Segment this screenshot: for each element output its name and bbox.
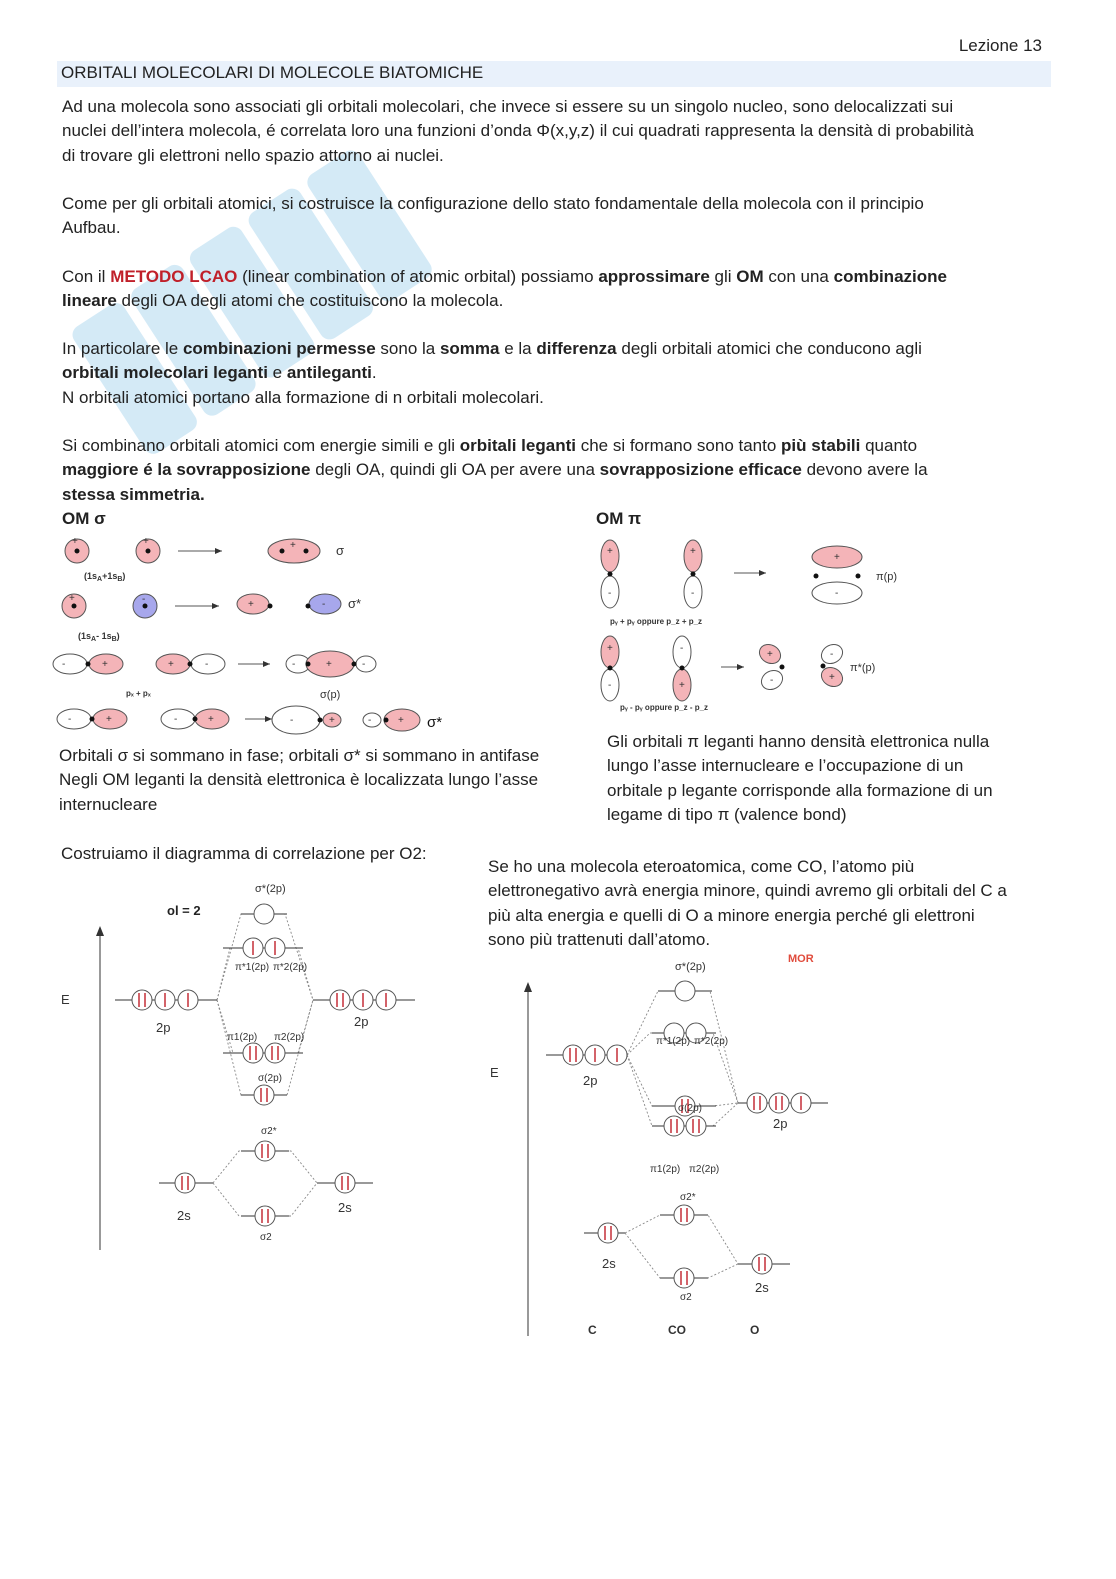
svg-text:π2(2p): π2(2p) xyxy=(689,1164,720,1175)
svg-text:MOR: MOR xyxy=(788,953,814,965)
svg-text:-: - xyxy=(608,588,612,599)
o2-intro: Costruiamo il diagramma di correlazione per O2: xyxy=(61,844,427,863)
svg-text:+: + xyxy=(834,552,840,563)
svg-text:-: - xyxy=(835,588,839,599)
sigma-caption: Orbitali σ si sommano in fase; orbitali σ* si sommano in antifase Negli OM leganti la densità elettronica è localizzata lungo l’asse internucleare xyxy=(59,746,540,814)
svg-text:(1sA- 1sB): ($1s_A-$ $1s_B$) xyxy=(78,631,120,643)
svg-text:σ2*: σ2* xyxy=(261,1126,277,1137)
svg-text:-: - xyxy=(368,715,372,726)
svg-text:(1sA+1sB): $(1s_A+1s_B)$ xyxy=(84,571,126,583)
svg-text:+: + xyxy=(102,659,108,670)
svg-text:-: - xyxy=(292,659,296,670)
svg-text:π*2(2p): π*2(2p) xyxy=(694,1036,729,1047)
svg-text:σ*: σ* xyxy=(427,714,443,731)
paragraph-combinations: In particolare le combinazioni permesse sono la somma e la differenza degli orbitali atomici che conducono agli orbitali molecolari leganti e antileganti. N orbitali atomici portano alla formazione di n orbitali molecolari. xyxy=(62,339,922,407)
svg-text:σ(2p): σ(2p) xyxy=(258,1073,282,1084)
svg-text:E: E xyxy=(490,1065,499,1080)
svg-text:2s: 2s xyxy=(602,1256,616,1271)
om-sigma-heading: OM σ xyxy=(62,509,106,528)
svg-text:-: - xyxy=(362,659,366,670)
svg-text:-: - xyxy=(691,588,695,599)
svg-text:CO: CO xyxy=(668,1323,686,1337)
paragraph-overlap: Si combinano orbitali atomici com energie simili e gli orbitali leganti che si formano sono tanto più stabili quanto maggiore é la sovrapposizione degli OA, quindi gli OA per avere una sovrapposizione efficace devono avere la stessa simmetria. xyxy=(62,436,928,504)
paragraph-1: Ad una molecola sono associati gli orbitali molecolari, che invece si essere su un singolo nucleo, sono delocalizzati sui nuclei dell’intera molecola, é correlata loro una funzioni d’onda Φ(x,y,z) il cui quadrati rappresenta la densità di probabilità di trovare gli elettroni nello spazio attorno ai nuclei. xyxy=(62,97,974,165)
svg-text:+: + xyxy=(290,540,296,551)
svg-text:+: + xyxy=(690,546,696,557)
svg-text:-: - xyxy=(608,680,612,691)
svg-text:σ*(2p): σ*(2p) xyxy=(255,883,286,895)
svg-text:2s: 2s xyxy=(177,1208,191,1223)
svg-text:-: - xyxy=(830,649,834,660)
svg-text:pᵧ + pᵧ oppure p_z + p_z: pᵧ + pᵧ oppure p_z + p_z xyxy=(610,617,703,626)
svg-text:π2(2p): π2(2p) xyxy=(274,1032,305,1043)
svg-text:+: + xyxy=(168,659,174,670)
svg-text:2s: 2s xyxy=(755,1280,769,1295)
svg-text:π*1(2p): π*1(2p) xyxy=(235,962,270,973)
svg-text:2p: 2p xyxy=(773,1116,788,1131)
svg-text:π*1(2p): π*1(2p) xyxy=(656,1036,691,1047)
svg-text:π*(p): π*(p) xyxy=(850,662,876,674)
svg-text:2p: 2p xyxy=(156,1020,171,1035)
svg-text:+: + xyxy=(106,714,112,725)
svg-text:σ: σ xyxy=(336,543,345,558)
svg-text:-: - xyxy=(142,594,146,605)
svg-text:2p: 2p xyxy=(354,1014,369,1029)
om-pi-heading: OM π xyxy=(596,509,642,528)
page-title: ORBITALI MOLECOLARI DI MOLECOLE BIATOMICHE xyxy=(61,63,484,82)
svg-text:+: + xyxy=(72,536,78,547)
pi-caption: Gli orbitali π leganti hanno densità elettronica nulla lungo l’asse internucleare e l’occupazione di un orbitale p legante corrisponde alla formazione di un legame di tipo π (valence bond) xyxy=(607,732,993,824)
svg-text:2s: 2s xyxy=(338,1200,352,1215)
svg-text:+: + xyxy=(767,649,773,660)
svg-text:+: + xyxy=(326,659,332,670)
svg-text:pₓ + pₓ: pₓ + pₓ xyxy=(126,689,151,698)
svg-text:+: + xyxy=(208,714,214,725)
lesson-label: Lezione 13 xyxy=(958,36,1042,55)
pi-orbitals-diagram xyxy=(592,530,912,720)
svg-text:π1(2p): π1(2p) xyxy=(227,1032,258,1043)
paragraph-lcao: Con il METODO LCAO (linear combination of atomic orbital) possiamo approssimare gli OM con una combinazione lineare degli OA degli atomi che costituiscono la molecola. xyxy=(62,267,947,311)
svg-text:+: + xyxy=(679,680,685,691)
svg-text:-: - xyxy=(322,599,326,610)
paragraph-2: Come per gli orbitali atomici, si costruisce la configurazione dello stato fondamentale della molecola con il principio Aufbau. xyxy=(62,194,924,238)
svg-text:π(p): π(p) xyxy=(876,571,898,583)
svg-text:σ(2p): σ(2p) xyxy=(678,1103,702,1114)
svg-text:σ2: σ2 xyxy=(680,1292,692,1303)
svg-text:O: O xyxy=(750,1323,760,1337)
svg-text:σ*: σ* xyxy=(348,596,362,611)
svg-text:C: C xyxy=(588,1323,597,1337)
svg-text:σ2*: σ2* xyxy=(680,1192,696,1203)
svg-text:-: - xyxy=(205,659,209,670)
svg-text:σ*(2p): σ*(2p) xyxy=(675,961,706,973)
svg-text:+: + xyxy=(143,536,149,547)
o2-correlation-diagram xyxy=(55,870,435,1260)
svg-text:σ(p): σ(p) xyxy=(320,689,341,701)
svg-text:E: E xyxy=(61,992,70,1007)
svg-text:-: - xyxy=(62,659,66,670)
svg-text:pᵧ - pᵧ oppure p_z - p_z: pᵧ - pᵧ oppure p_z - p_z xyxy=(620,703,709,712)
svg-text:-: - xyxy=(680,643,684,654)
co-correlation-diagram xyxy=(480,948,840,1348)
svg-text:+: + xyxy=(829,672,835,683)
svg-text:π*2(2p): π*2(2p) xyxy=(273,962,308,973)
svg-text:-: - xyxy=(68,714,72,725)
svg-text:2p: 2p xyxy=(583,1073,598,1088)
svg-text:+: + xyxy=(248,599,254,610)
svg-text:+: + xyxy=(329,715,335,726)
svg-text:ol = 2: ol = 2 xyxy=(167,903,201,918)
co-intro: Se ho una molecola eteroatomica, come CO, l’atomo più elettronegativo avrà energia minore, quindi avremo gli orbitali del C a più alta energia e quelli di O a minore energia perché gli elettroni sono più trattenuti dall’atomo. xyxy=(488,857,1007,949)
svg-text:-: - xyxy=(174,714,178,725)
svg-text:+: + xyxy=(398,715,404,726)
svg-text:π1(2p): π1(2p) xyxy=(650,1164,681,1175)
sigma-orbitals-diagram xyxy=(50,530,470,740)
svg-text:+: + xyxy=(607,546,613,557)
svg-text:+: + xyxy=(607,643,613,654)
svg-text:-: - xyxy=(770,675,774,686)
svg-text:-: - xyxy=(290,715,294,726)
svg-text:+: + xyxy=(69,593,75,604)
lcao-term: METODO LCAO xyxy=(110,267,238,286)
svg-text:σ2: σ2 xyxy=(260,1232,272,1243)
